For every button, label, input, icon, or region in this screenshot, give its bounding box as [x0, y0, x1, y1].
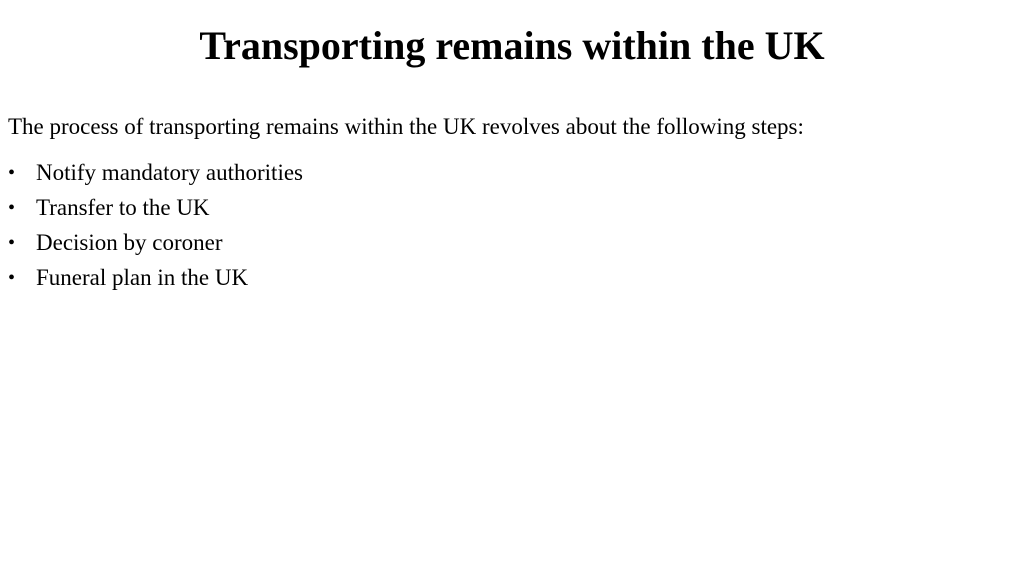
- intro-text: The process of transporting remains within the UK revolves about the following steps:: [8, 114, 804, 139]
- bullet-icon: •: [8, 267, 16, 289]
- step-text-notify: Notify mandatory authorities: [36, 160, 303, 185]
- bullet-icon: •: [8, 232, 16, 254]
- bullet-icon: •: [8, 162, 16, 184]
- step-text-decision: Decision by coroner: [36, 230, 223, 255]
- slide-title: Transporting remains within the UK: [199, 23, 825, 68]
- step-text-funeral: Funeral plan in the UK: [36, 265, 249, 290]
- bullet-icon: •: [8, 197, 16, 219]
- step-text-transfer: Transfer to the UK: [36, 195, 210, 220]
